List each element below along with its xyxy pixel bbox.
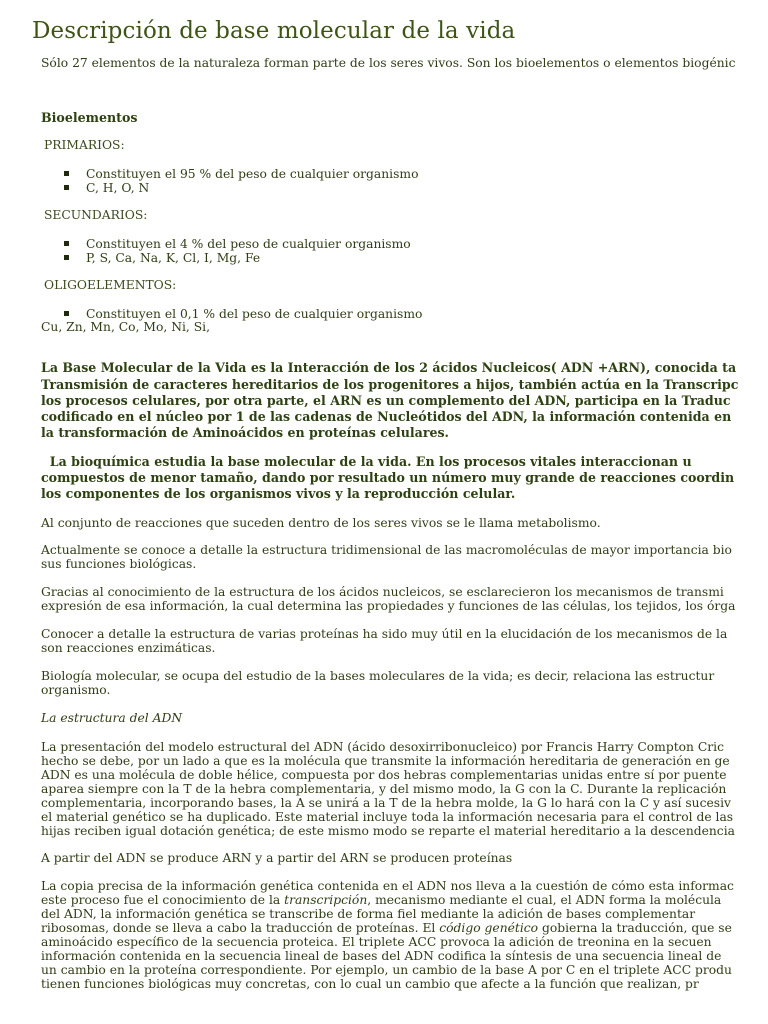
paragraph-line: este proceso fue el conocimiento de la transcripción, mecanismo mediante el cual, el ADN forma la molécula [41, 893, 722, 907]
list-item: Constituyen el 4 % del peso de cualquier organismo [86, 237, 411, 251]
paragraph-line: Transmisión de caracteres hereditarios de los progenitores a hijos, también actúa en la Transcripc [41, 377, 739, 392]
oligoelementos-label: OLIGOELEMENTOS: [44, 278, 177, 292]
paragraph-line: aparea siempre con la T de la hebra complementaria, y del mismo modo, la G con la C. Durante la replicación [41, 782, 727, 796]
paragraph-line: la transformación de Aminoácidos en proteínas celulares. [41, 425, 449, 440]
list-item: C, H, O, N [86, 181, 150, 195]
paragraph-line: un cambio en la proteína correspondiente. Por ejemplo, un cambio de la base A por C en el triplete ACC produ [41, 963, 732, 977]
term-transcripcion: transcripción [284, 893, 368, 907]
paragraph-line: organismo. [41, 683, 111, 697]
paragraph-line: hijas reciben igual dotación genética; de este mismo modo se reparte el material hereditario a la descendencia [41, 824, 735, 838]
paragraph-line: aminoácido específico de la secuencia proteica. El triplete ACC provoca la adición de treonina en la secuen [41, 935, 712, 949]
paragraph-line: información contenida en la secuencia lineal de bases del ADN codifica la síntesis de una secuencia lineal de [41, 949, 722, 963]
paragraph-line: hecho se debe, por un lado a que es la molécula que transmite la información hereditaria de generación en ge [41, 754, 730, 768]
paragraph-line: el material genético se ha duplicado. Este material incluye toda la información necesaria para el control de las [41, 810, 734, 824]
paragraph-metabolismo: Al conjunto de reacciones que suceden dentro de los seres vivos se le llama metabolismo. [41, 516, 601, 530]
paragraph-line: Gracias al conocimiento de la estructura de los ácidos nucleicos, se esclarecieron los mecanismos de transmi [41, 585, 724, 599]
paragraph-line: codificado en el núcleo por 1 de las cadenas de Nucleótidos del ADN, la información contenida en [41, 409, 732, 424]
paragraph-line: expresión de esa información, la cual determina las propiedades y funciones de las células, los tejidos, los órga [41, 599, 736, 613]
paragraph-arn: A partir del ADN se produce ARN y a partir del ARN se producen proteínas [41, 851, 513, 865]
paragraph-line: los procesos celulares, por otra parte, el ARN es un complemento del ADN, participa en la Traduc [41, 393, 731, 408]
paragraph-line: compuestos de menor tamaño, dando por resultado un número muy grande de reacciones coordin [41, 470, 735, 485]
paragraph-line: La presentación del modelo estructural del ADN (ácido desoxirribonucleico) por Francis Harry Compton Cric [41, 740, 724, 754]
paragraph-line: La Base Molecular de la Vida es la Interacción de los 2 ácidos Nucleicos( ADN +ARN), conocida ta [41, 360, 737, 375]
bioelementos-heading: Bioelementos [41, 110, 138, 125]
paragraph-line: del ADN, la información genética se transcribe de forma fiel mediante la adición de bases complementar [41, 907, 696, 921]
page-title: Descripción de base molecular de la vida [32, 18, 516, 44]
paragraph-line: Biología molecular, se ocupa del estudio de la bases moleculares de la vida; es decir, relaciona las estructur [41, 669, 715, 683]
paragraph-line: ADN es una molécula de doble hélice, compuesta por dos hebras complementarias unidas entre sí por puente [41, 768, 727, 782]
list-item: P, S, Ca, Na, K, Cl, I, Mg, Fe [86, 251, 261, 265]
paragraph-line: los componentes de los organismos vivos y la reproducción celular. [41, 486, 516, 501]
paragraph-line: Actualmente se conoce a detalle la estructura tridimensional de las macromoléculas de mayor importancia bio [41, 543, 732, 557]
adn-section-heading: La estructura del ADN [41, 711, 183, 725]
paragraph-line: La bioquímica estudia la base molecular de la vida. En los procesos vitales interaccionan u [41, 454, 692, 469]
term-codigo-genetico: código genético [439, 921, 539, 935]
secundarios-label: SECUNDARIOS: [44, 208, 148, 222]
paragraph-line: sus funciones biológicas. [41, 557, 197, 571]
paragraph-line: son reacciones enzimáticas. [41, 641, 216, 655]
paragraph-line: ribosomas, donde se lleva a cabo la traducción de proteínas. El código genético gobierna la traducción, que se [41, 921, 732, 935]
list-item: Constituyen el 95 % del peso de cualquier organismo [86, 167, 419, 181]
paragraph-line: La copia precisa de la información genética contenida en el ADN nos lleva a la cuestión de cómo esta informac [41, 879, 734, 893]
paragraph-line: tienen funciones biológicas muy concretas, con lo cual un cambio que afecte a la función que realizan, pr [41, 977, 699, 991]
intro-text: Sólo 27 elementos de la naturaleza forman parte de los seres vivos. Son los bioelementos o elementos biogénic [41, 56, 736, 70]
paragraph-line: complementaria, incorporando bases, la A se unirá a la T de la hebra molde, la G lo hará con la C y así sucesiv [41, 796, 731, 810]
paragraph-line: Conocer a detalle la estructura de varias proteínas ha sido muy útil en la elucidación de los mecanismos de la [41, 627, 728, 641]
oligoelementos-list: Cu, Zn, Mn, Co, Mo, Ni, Si, [41, 320, 210, 334]
list-item: Constituyen el 0,1 % del peso de cualquier organismo [86, 307, 423, 321]
primarios-label: PRIMARIOS: [44, 138, 125, 152]
